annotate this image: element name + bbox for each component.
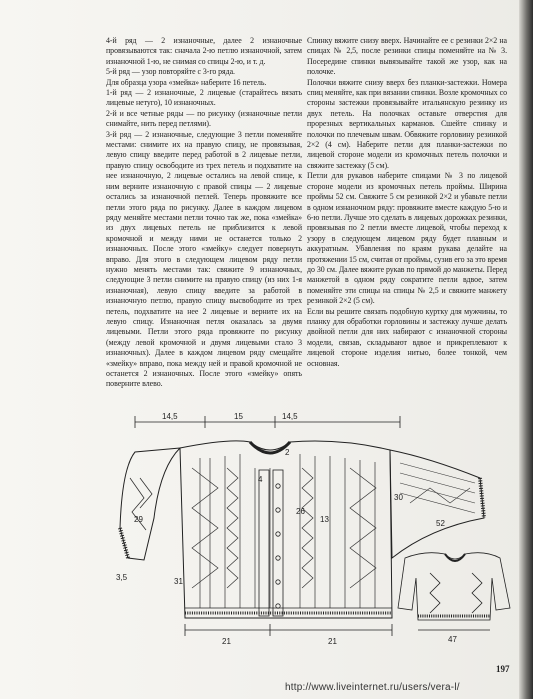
dim-bottom-right: 21 (328, 637, 337, 646)
paragraph: Петли для рукавов наберите спицами № 3 по лицевой стороне модели из кромочных петель проймы. Ширина проймы 52 см. Свяжите 5 см резинкой 2×2 и убавьте петли в одном изнаночном ряду: провяжите вместе каждую 5-ю и 6-ю петли. Лучше это сделать в лицевых дорожках резинки, провязывая по 2 петли вместе лицевой, чтобы переход к узору в следующем лицевом ряду будет плавным и аккуратным. Убавления по краям рукава делайте на протяжении 15 см, считая от проймы, сузив его за это время до 30 см. Далее вяжите рукав по прямой до манжеты. Перед манжетой в одном ряду сократите петли вдвое, затем поменяйте эти спицы на спицы № 2,5 и свяжите манжету резинкой 2×2 (5 см). (307, 171, 507, 306)
dim-left-cuff: 3,5 (116, 573, 128, 582)
dim-top-left: 14,5 (162, 412, 178, 421)
dim-neck-depth: 4 (258, 475, 263, 484)
dim-top-center: 15 (234, 412, 243, 421)
paragraph: 1-й ряд — 2 изнаночные, 2 лицевые (старайтесь вязать лицевые нетуго), 10 изнаночных. (106, 88, 302, 108)
dim-yoke: 30 (394, 493, 403, 502)
dim-inset-width: 47 (448, 635, 457, 644)
pattern-schematic (100, 408, 520, 648)
dim-sleeve-top: 26 (296, 507, 305, 516)
source-watermark: http://www.liveinternet.ru/users/vera-l/ (285, 682, 460, 693)
dim-bottom-left: 21 (222, 637, 231, 646)
dim-pocket-height: 13 (320, 515, 329, 524)
paragraph: Если вы решите связать подобную куртку для мужчины, то планку для обработки горловины и застежку лучше делать двойной петли для них набирают с изнаночной стороны модели, связав, складывают вдвое и прикреплевают к лицевой стороне изделия нитью, более тонкой, чем основная. (307, 306, 507, 368)
left-text-column (106, 36, 302, 390)
dim-top-right: 14,5 (282, 412, 298, 421)
paragraph: 5-й ряд — узор повторяйте с 3-го ряда. (106, 67, 235, 77)
paragraph: 2-й и все четные ряды — по рисунку (изнаночные петли снимайте, нить перед петлями). (106, 108, 302, 129)
dim-shoulder: 2 (285, 448, 290, 457)
knitting-pattern-diagram (100, 408, 520, 648)
paragraph: 3-й ряд — 2 изнаночные, следующие 3 петли поменяйте местами: снимите их на правую спицу, не провязывая, левую спицу введите перед работой в 2 лицевые петли, правую спицу освободите из трех петель и подхватите на нее изнаночную, 2 лицевые остались на левой спице, к ним верните изнаночную с правой спицы — 2 лицевые остались за изнаночной петлей. Теперь провяжите все петли этого ряда по рисунку. Далее в каждом лицевом ряду меняйте местами петли точно так же, пока «змейка» из двух лицевых петель не приблизится к левой кромочной и между ними не останется только 2 изнаночных. После этого «змейку» следует повернуть вправо. Для этого в следующем лицевом ряду петли нужно менять местами так: свяжите 9 изнаночных, следующие 3 петли снимите на правую спицу (из них 1-я изнаночная), левую спицу введите за работой в изнаночную петлю, правую спицу высвободите из трех петель, подхватите на нее 2 лицевые и верните их на левую спицу. Изнаночная петля оказалась за двумя лицевыми. Петли этого ряда провяжите по рисунку (между левой кромочной и двумя лицевыми стало 3 изнаночных). Далее в каждом лицевом ряду смещайте «змейку» вправо, пока между ней и правой кромочной не останется 2 изнаночных. После этого «змейку» опять поверните влево. (106, 129, 302, 389)
dim-sleeve-width: 29 (134, 515, 143, 524)
paragraph: 4-й ряд — 2 изнаночные, далее 2 изнаночные провязываются так: сначала 2-ю петлю изнаночной, затем изнаночной 1-ю, не снимая со спицы 2-ю, и т. д. (106, 36, 302, 66)
book-spine-shadow (519, 0, 533, 699)
inset-sweater-sketch (398, 553, 510, 620)
dim-sleeve-length: 52 (436, 519, 445, 528)
paragraph: Спинку вяжите снизу вверх. Начинайте ее с резинки 2×2 на спицах № 2,5, после резинки спицы поменяйте на № 3. Посередине спинки вывязывайте такой же узор, как на полочке. (307, 36, 507, 77)
right-text-column (307, 36, 507, 369)
paragraph: Для образца узора «змейка» наберите 16 петель. (106, 77, 267, 87)
paragraph: Полочки вяжите снизу вверх без планки-застежки. Номера спиц меняйте, как при вязании спинки. Возле кромочных со стороны застежки провязывайте итальянскую резинку из двух петель. На полочках оставьте отверстия для прорезных вертикальных карманов. Сшейте спинку и полочки по плечевым швам. Обвяжите горловину резинкой 2×2 (4 см). Наберите петли для планки-застежки по лицевой стороне модели из кромочных петель полочки и свяжите застежку (5 см). (307, 77, 507, 170)
page-number: 197 (496, 664, 510, 674)
dim-side-length: 31 (174, 577, 183, 586)
